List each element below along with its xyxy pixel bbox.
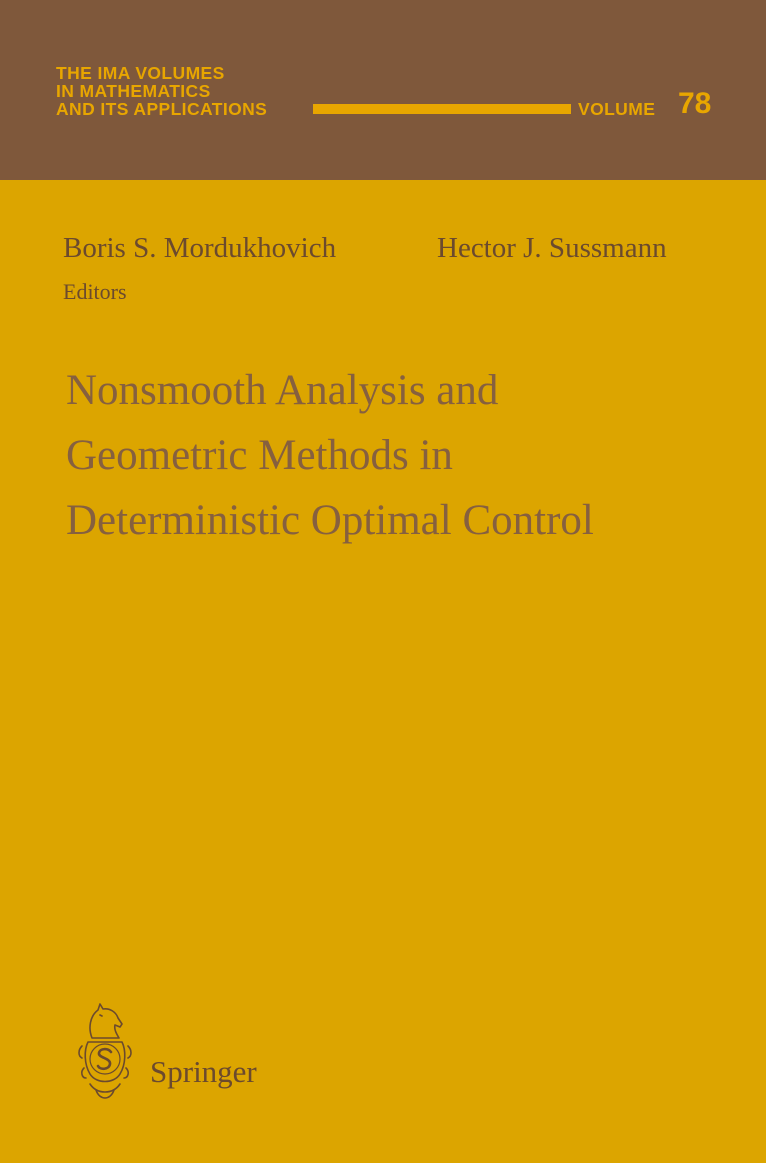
- editors-role-label: Editors: [63, 279, 127, 304]
- springer-knight-icon: [70, 998, 140, 1102]
- book-title-line-1: Nonsmooth Analysis and: [66, 367, 499, 414]
- publisher-name: Springer: [150, 1054, 257, 1089]
- series-title-line-2: IN MATHEMATICS: [56, 81, 211, 101]
- series-rule: [313, 104, 571, 114]
- book-title-line-3: Deterministic Optimal Control: [66, 497, 594, 544]
- series-title-line-1: THE IMA VOLUMES: [56, 63, 225, 83]
- volume-label: VOLUME: [578, 99, 656, 119]
- series-title-line-3: AND ITS APPLICATIONS: [56, 99, 268, 119]
- series-band: [0, 0, 766, 180]
- book-title-line-2: Geometric Methods in: [66, 432, 453, 479]
- editor-name-2: Hector J. Sussmann: [437, 232, 667, 264]
- editor-name-1: Boris S. Mordukhovich: [63, 232, 337, 264]
- volume-number: 78: [678, 87, 712, 120]
